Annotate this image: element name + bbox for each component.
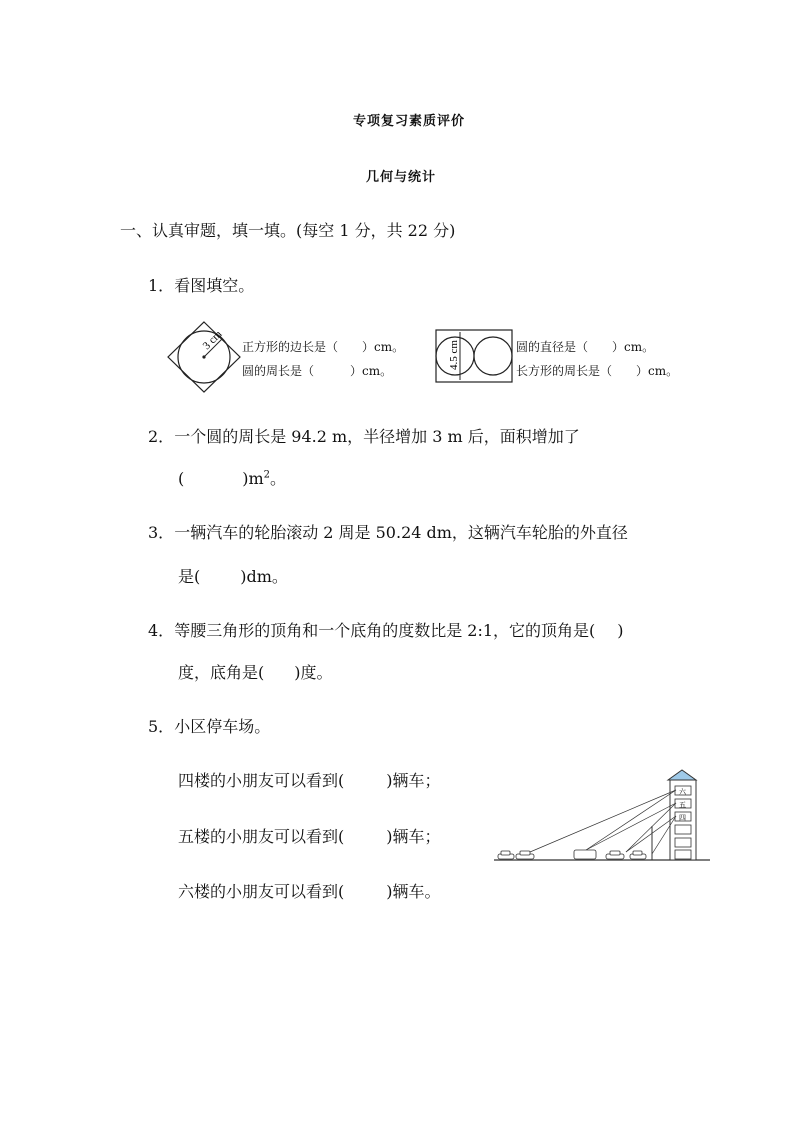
sight-line — [586, 790, 676, 850]
car-4 — [630, 851, 646, 859]
floor-label-6: 六 — [679, 788, 686, 796]
question-2-answer-line: ( )$m^2$。 — [178, 469, 287, 488]
question-number: 1． — [148, 276, 175, 295]
question-number: 4． — [148, 621, 175, 640]
question-2 — [148, 424, 580, 447]
square-circle-figure — [164, 320, 244, 394]
question-5 — [148, 714, 270, 737]
sight-line — [530, 790, 676, 852]
fig-right-line-1: 圆的直径是（ ）cm。 — [516, 340, 655, 354]
right-circle — [474, 337, 512, 375]
building-roof — [668, 770, 696, 780]
question-text: 一个圆的周长是 94.2 m，半径增加 3 m 后，面积增加了 — [174, 427, 580, 446]
sight-line — [626, 816, 676, 852]
question-4: 4．等腰三角形的顶角和一个底角的度数比是 2:1，它的顶角是( ) — [148, 621, 624, 640]
question-number: 5． — [148, 717, 175, 736]
rectangle-circles-figure — [434, 328, 516, 386]
question-text: 小区停车场。 — [174, 717, 271, 736]
page-subtitle: 几何与统计 — [365, 170, 436, 185]
section-heading: 一、认真审题，填一填。(每空 1 分，共 22 分) — [120, 221, 456, 240]
car-1 — [498, 851, 514, 859]
car-3 — [606, 851, 624, 859]
question-4-answer-line: 度，底角是( )度。 — [178, 663, 333, 682]
question-5-line-a: 四楼的小朋友可以看到( )辆车； — [178, 771, 441, 790]
question-5-line-c: 六楼的小朋友可以看到( )辆车。 — [178, 882, 441, 901]
question-number: 2． — [148, 427, 175, 446]
fig-left-line-1: 正方形的边长是（ ）cm。 — [242, 340, 405, 354]
question-1 — [148, 273, 254, 296]
floor-label-4: 四 — [679, 814, 686, 822]
diameter-label: 4.5 cm — [448, 340, 460, 370]
question-text: 看图填空。 — [174, 276, 255, 295]
question-text: 等腰三角形的顶角和一个底角的度数比是 2:1，它的顶角是( — [174, 621, 596, 640]
question-3-answer-line: 是( )dm。 — [178, 567, 288, 586]
floor-label-5: 五 — [679, 801, 686, 809]
question-text: 一辆汽车的轮胎滚动 2 周是 50.24 dm，这辆汽车轮胎的外直径 — [174, 523, 628, 542]
fig-right-line-2: 长方形的周长是（ ）cm。 — [516, 364, 679, 378]
van — [574, 850, 596, 859]
question-number: 3． — [148, 523, 175, 542]
page-title: 专项复习素质评价 — [352, 114, 465, 129]
question-3 — [148, 520, 628, 543]
car-2 — [516, 851, 534, 859]
question-5-line-b: 五楼的小朋友可以看到( )辆车； — [178, 827, 441, 846]
parking-lot-illustration — [490, 768, 714, 864]
radius-label: 3 cm — [200, 328, 225, 353]
fig-left-line-2: 圆的周长是（ ）cm。 — [242, 364, 393, 378]
sight-line — [586, 803, 676, 850]
